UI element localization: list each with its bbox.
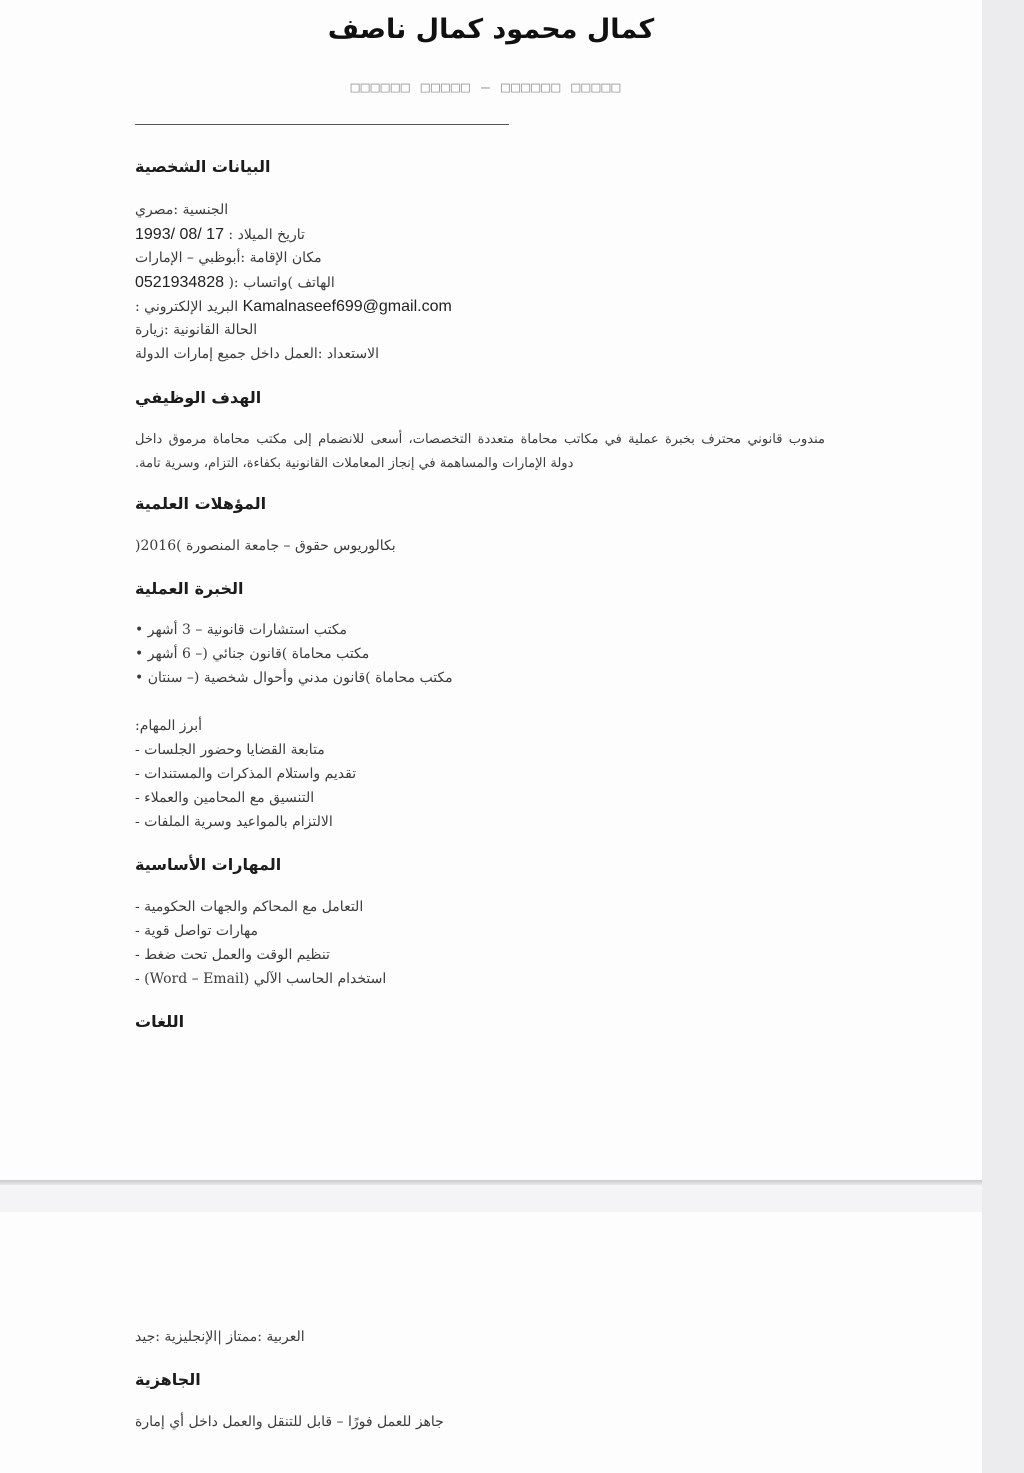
task-item-text: الالتزام بالمواعيد وسرية الملفات -	[135, 814, 333, 830]
residence-line	[135, 250, 812, 266]
task-item	[135, 790, 812, 806]
task-item	[135, 766, 812, 782]
email-value: Kamalnaseef699@gmail.com	[242, 298, 452, 315]
skill-item	[135, 899, 812, 915]
tasks-label: أبرز المهام:	[135, 718, 203, 734]
education-item: بكالوريوس حقوق – جامعة المنصورة )2016(	[135, 538, 396, 554]
task-item-text: متابعة القضايا وحضور الجلسات -	[135, 742, 325, 758]
experience-item: مكتب استشارات قانونية – 3 أشهر •	[135, 622, 348, 638]
languages-text: العربية :ممتاز |الإنجليزية :جيد	[135, 1329, 305, 1345]
experience-item: مكتب محاماة )قانون جنائي (– 6 أشهر •	[135, 646, 370, 662]
task-item-text: التنسيق مع المحامين والعملاء -	[135, 790, 315, 806]
availability-line	[135, 346, 812, 362]
nationality-text: الجنسية :مصري	[135, 202, 229, 218]
education-line	[135, 538, 812, 554]
skill-item-text: استخدام الحاسب الآلي (Word – Email) -	[135, 971, 387, 987]
email-line	[135, 298, 812, 316]
section-heading-skills: المهارات الأساسية	[135, 855, 282, 874]
legal-status-text: الحالة القانونية :زيارة	[135, 322, 258, 338]
task-item	[135, 742, 812, 758]
birth-date-line	[135, 226, 812, 244]
languages-line	[135, 1329, 812, 1345]
skill-item-text: مهارات تواصل قوية -	[135, 923, 258, 939]
viewer-scrollbar-gutter[interactable]	[982, 0, 1024, 1473]
page-gap	[0, 1185, 982, 1212]
section-heading-experience: الخبرة العملية	[135, 579, 244, 598]
phone-value: 0521934828	[135, 274, 224, 291]
section-heading-personal: البيانات الشخصية	[135, 157, 271, 176]
experience-item-text: مكتب استشارات قانونية – 3 أشهر	[147, 622, 348, 638]
header-divider	[135, 124, 509, 125]
experience-item-text: مكتب محاماة )قانون مدني وأحوال شخصية (– سنتان	[147, 670, 453, 686]
readiness-line	[135, 1414, 812, 1430]
email-label: البريد الإلكتروني :	[135, 299, 239, 315]
objective-paragraph	[135, 428, 825, 476]
nationality-line	[135, 202, 812, 218]
job-title-subtitle: □□□□□□ □□□□□ – □□□□□□ □□□□□	[350, 78, 622, 96]
tasks-label-line	[135, 718, 812, 734]
task-item-text: تقديم واستلام المذكرات والمستندات -	[135, 766, 357, 782]
task-item	[135, 814, 812, 830]
skill-item-text: التعامل مع المحاكم والجهات الحكومية -	[135, 899, 364, 915]
section-heading-education: المؤهلات العلمية	[135, 494, 267, 513]
birth-date-value: 1993/ 08/ 17	[135, 226, 224, 243]
skill-item	[135, 923, 812, 939]
residence-text: مكان الإقامة :أبوظبي – الإمارات	[135, 250, 322, 266]
objective-line-1: مندوب قانوني محترف بخبرة عملية في مكاتب محاماة متعددة التخصصات، أسعى للانضمام إلى مكتب محاماة مرموق داخل	[135, 432, 825, 447]
skill-item	[135, 971, 812, 987]
legal-status-line	[135, 322, 812, 338]
section-heading-languages: اللغات	[135, 1012, 185, 1031]
availability-text: الاستعداد :العمل داخل جميع إمارات الدولة	[135, 346, 379, 362]
phone-line	[135, 274, 812, 292]
section-heading-objective: الهدف الوظيفي	[135, 388, 262, 407]
resume-page-2	[0, 1212, 982, 1473]
section-heading-readiness: الجاهزية	[135, 1370, 201, 1389]
experience-item-text: مكتب محاماة )قانون جنائي (– 6 أشهر	[147, 646, 370, 662]
objective-line-2: دولة الإمارات والمساهمة في إنجاز المعاملات القانونية بكفاءة، التزام، وسرية تامة.	[135, 456, 574, 471]
phone-label: الهاتف )واتساب :(	[228, 275, 335, 291]
skill-item	[135, 947, 812, 963]
candidate-name: كمال محمود كمال ناصف	[327, 14, 655, 45]
birth-date-label: تاريخ الميلاد :	[228, 227, 305, 243]
experience-item: مكتب محاماة )قانون مدني وأحوال شخصية (– سنتان •	[135, 670, 453, 686]
readiness-text: جاهز للعمل فورًا – قابل للتنقل والعمل داخل أي إمارة	[135, 1414, 444, 1430]
skill-item-text: تنظيم الوقت والعمل تحت ضغط -	[135, 947, 330, 963]
